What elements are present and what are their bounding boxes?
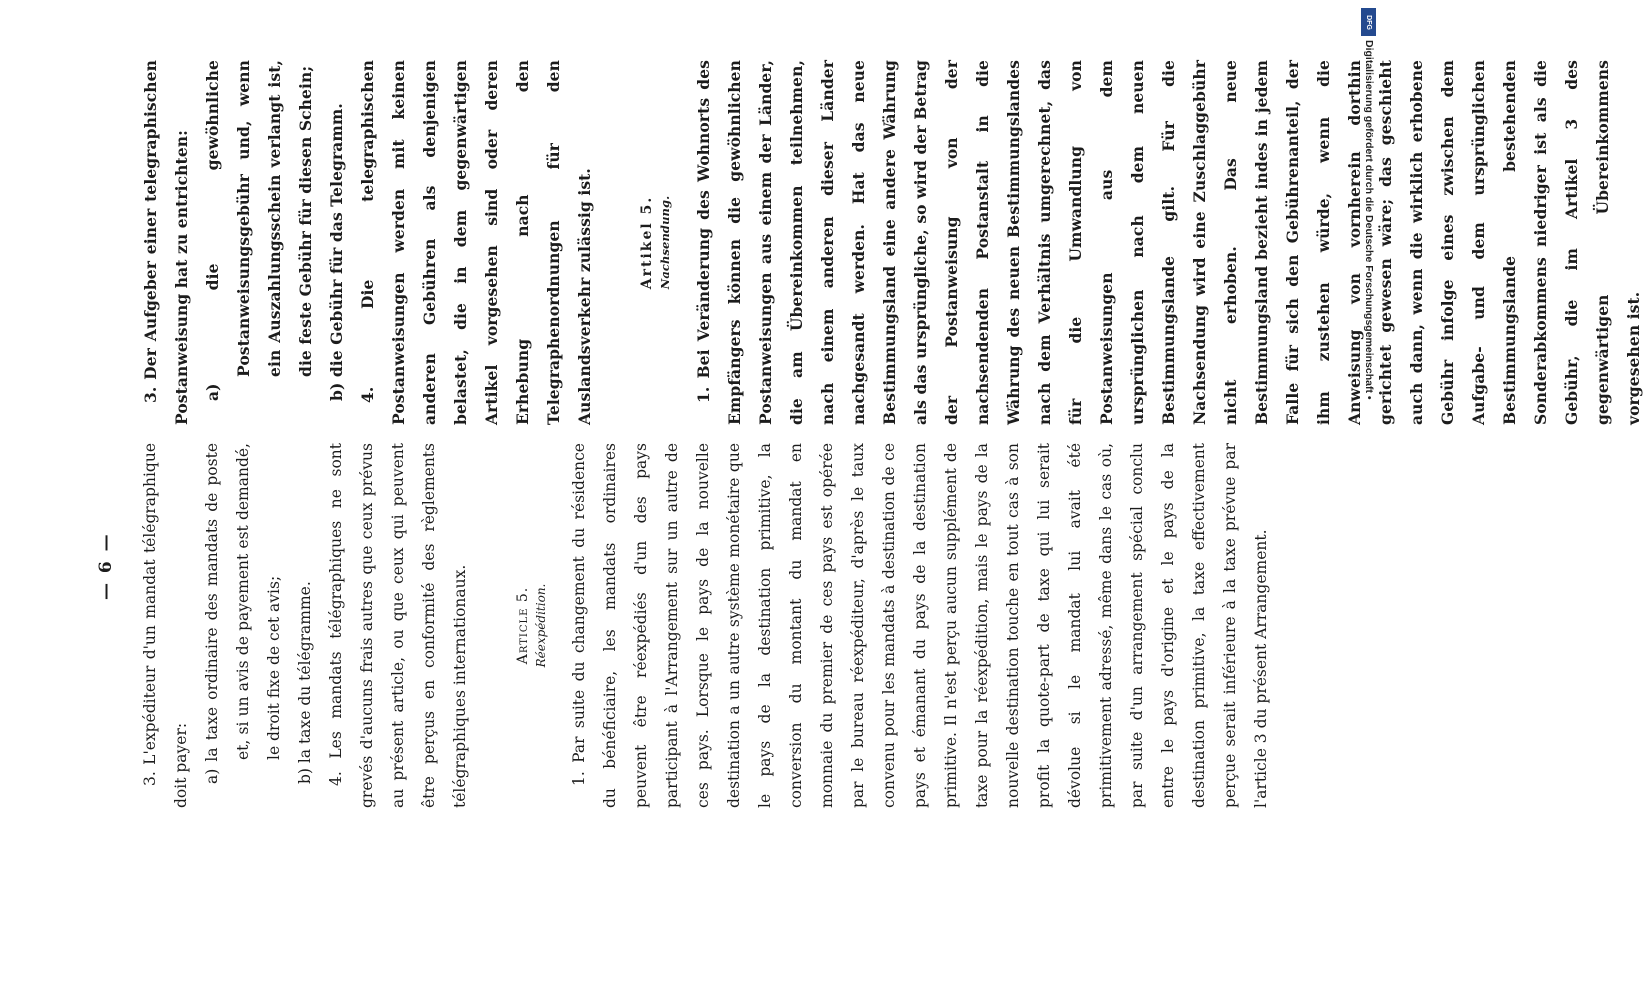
digitization-note — [1357, 40, 1381, 425]
de-para3-b: b) die Gebühr für das Telegramm. — [327, 103, 346, 401]
dfg-logo: DFG — [1361, 8, 1376, 36]
fr-article-subtitle: Réexpédition. — [534, 583, 548, 668]
fr-para3-a: a) la taxe ordinaire des mandats de poste et, si un avis de payement est demandé, le droit fixe de cet avis; — [203, 443, 283, 784]
german-column — [135, 60, 1649, 425]
de-art5-para1: 1. Bei Veränderung des Wohnorts des Empfängers können die gewöhnlichen Postanweisungen aus einem der Länder, die am Übereinkommen teilnehmen, nach einem anderen dieser Länder nachgesandt werden. Hat das neue Bestimmungsland eine andere Währung als das ursprüngliche, so wird der Betrag der Postanweisung von der nachsendenden Postanstalt in die Währung des neuen Bestimmungslandes nach dem Verhältnis umgerechnet, das für die Umwandlung von Postanweisungen aus dem ursprünglichen nach dem neuen Bestimmungslande gilt. Für die Nachsendung wird eine Zuschlaggebühr nicht erhoben. Das neue Bestimmungsland bezieht indes in jedem Falle für sich den Gebührenanteil, der ihm zustehen würde, wenn die Anweisung von vornherein dorthin gerichtet gewesen wäre; das geschieht auch dann, wenn die wirklich erhobene Gebühr infolge eines zwischen dem Aufgabe- und dem ursprünglichen Bestimmungslande bestehenden Sonderabkommens niedriger ist als die Gebühr, die im Artikel 3 des gegenwärtigen Übereinkommens vorgesehen ist. — [694, 60, 1643, 425]
de-article-subtitle: Nachsendung. — [658, 195, 672, 290]
de-para3-intro: 3. Der Aufgeber einer telegraphischen Postanweisung hat zu entrichten: — [141, 60, 191, 425]
fr-para4: 4. Les mandats télégraphiques ne sont grevés d'aucuns frais autres que ceux prévus au présent article, ou que ceux qui peuvent être perçus en conformité des règlements télégraphiques internationaux. — [327, 443, 469, 808]
de-article-heading — [638, 60, 674, 425]
de-para3-a: a) die gewöhnliche Postanweisungsgebühr und, wenn ein Auszahlungsschein verlangt ist, die feste Gebühr für diesen Schein; — [203, 60, 315, 401]
fr-article-heading — [514, 443, 550, 808]
fr-para3-b: b) la taxe du télégramme. — [296, 581, 314, 784]
page-number: — 6 — — [96, 532, 116, 600]
fr-article-title: Article 5. — [515, 586, 531, 665]
fr-art5-para1: 1. Par suite du changement du résidence du bénéficiaire, les mandats ordinaires peuvent être réexpédiés d'un des pays participant à l'Arrangement sur un autre de ces pays. Lorsque le pays de la nouvelle destination a un autre système monétaire que le pays de la destination primitive, la conversion du montant du mandat en monnaie du premier de ces pays est opérée par le bureau réexpéditeur, d'après le taux convenu pour les mandats à destination de ce pays et émanant du pays de la destination primitive. Il n'est perçu aucun supplément de taxe pour la réexpédition, mais le pays de la nouvelle destination touche en tout cas à son profit la quote-part de taxe qui lui serait dévolue si le mandat lui avait été primitivement adressé, même dans le cas où, par suite d'un arrangement spécial conclu entre le pays d'origine et le pays de la destination primitive, la taxe effectivement perçue serait inférieure à la taxe prévue par l'article 3 du présent Arrangement. — [570, 443, 1270, 808]
french-column — [135, 443, 1277, 808]
de-para4: 4. Die telegraphischen Postanweisungen werden mit keinen anderen Gebühren als denjenigen belastet, die in dem gegenwärtigen Artikel vorgesehen sind oder deren Erhebung nach den Telegraphenordnungen für den Auslandsverkehr zulässig ist. — [358, 60, 594, 425]
fr-para3-intro: 3. L'expéditeur d'un mandat télégraphique doit payer: — [141, 443, 190, 808]
digitization-note-text: Digitalisierung gefördert durch die Deutsche Forschungsgemeinschaft • — [1363, 40, 1375, 400]
de-article-title: Artikel 5. — [639, 195, 655, 290]
